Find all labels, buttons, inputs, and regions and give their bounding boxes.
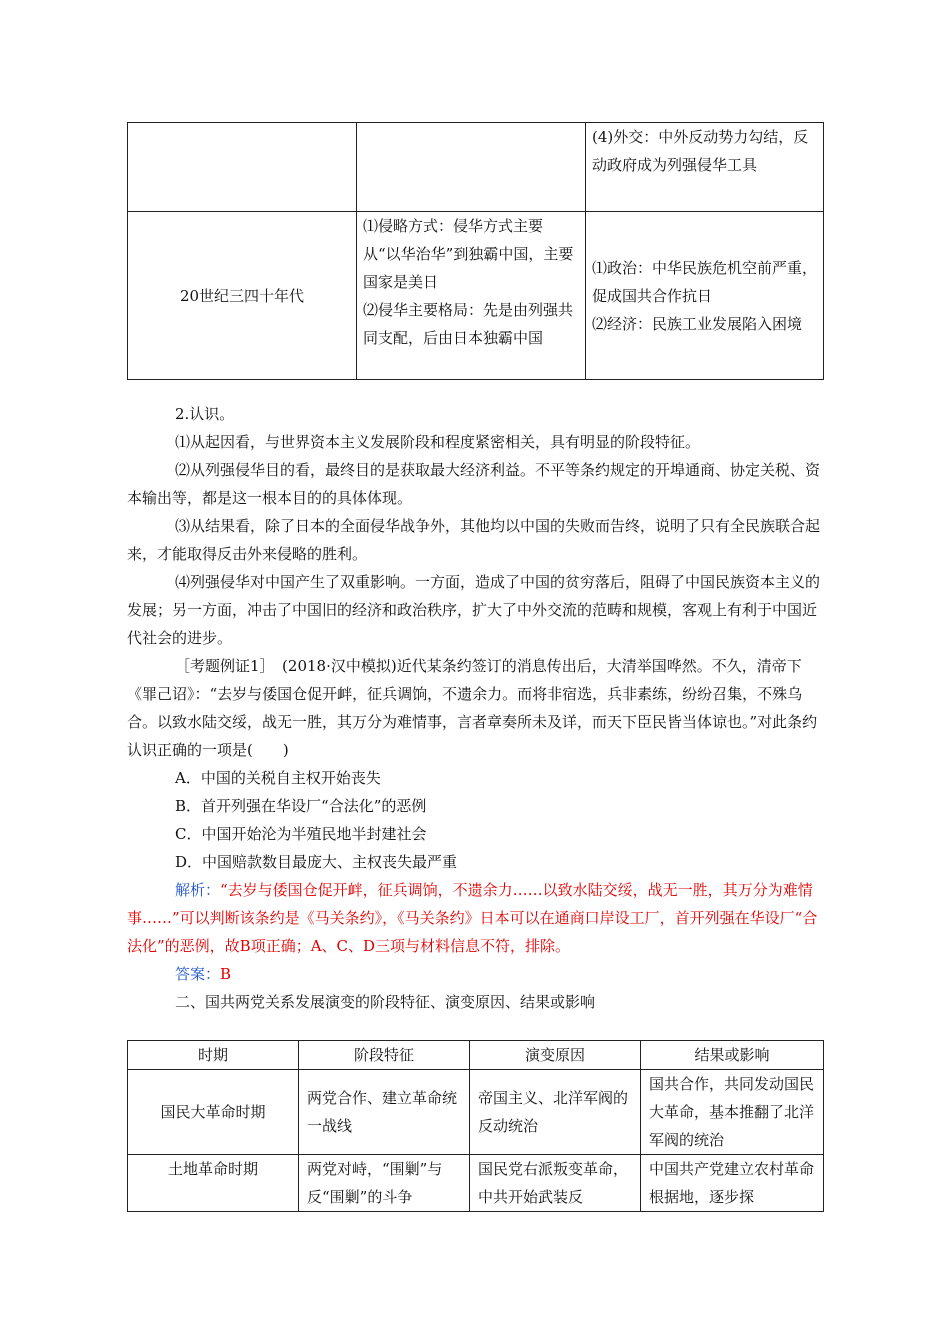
column-header: 时期	[128, 1041, 299, 1070]
impact-item: ⑴政治：中华民族危机空前严重，促成国共合作抗日	[592, 258, 818, 305]
point-paragraph: ⑶从结果看，除了日本的全面侵华战争外，其他均以中国的失败而告终，说明了只有全民族联合起来，才能取得反击外来侵略的胜利。	[127, 517, 821, 563]
period-cell: 国民大革命时期	[128, 1070, 299, 1155]
point-paragraph: ⑴从起因看，与世界资本主义发展阶段和程度紧密相关，具有明显的阶段特征。	[175, 433, 701, 451]
kmt-cpc-relations-table	[127, 1040, 824, 1212]
column-header: 演变原因	[470, 1041, 641, 1070]
section-heading: 2.认识。	[175, 405, 235, 423]
period-cell: 20世纪三四十年代	[128, 212, 357, 380]
answer-label: 答案：	[175, 965, 221, 983]
section-heading: 二、国共两党关系发展演变的阶段特征、演变原因、结果或影响	[175, 993, 596, 1011]
table-row	[128, 212, 824, 380]
feature-item: ⑴侵略方式：侵华方式主要从“以华治华”到独霸中国，主要国家是美日	[363, 217, 574, 291]
answer-value: B	[220, 965, 232, 983]
point-paragraph: ⑷列强侵华对中国产生了双重影响。一方面，造成了中国的贫穷落后，阻碍了中国民族资本主义的发展；另一方面，冲击了中国旧的经济和政治秩序，扩大了中外交流的范畴和规模，客观上有利于中国近代社会的进步。	[127, 573, 821, 647]
cause-cell: 国民党右派叛变革命，中共开始武装反	[470, 1155, 641, 1212]
impact-cell	[586, 212, 824, 380]
invasion-table-continued	[127, 122, 824, 380]
feature-item: ⑵侵华主要格局：先是由列强共同支配，后由日本独霸中国	[363, 301, 574, 347]
table-row	[128, 1070, 824, 1155]
period-cell	[128, 123, 357, 212]
impact-item: ⑵经济：民族工业发展陷入困境	[592, 314, 803, 333]
analysis-text: “去岁与倭国仓促开衅，征兵调饷，不遗余力……以致水陆交绥，战无一胜，其万分为难情事……”可以判断该条约是《马关条约》，《马关条约》日本可以在通商口岸设工厂，首开列强在华设厂“合法化”的恶例，故B项正确；A、C、D三项与材料信息不符，排除。	[127, 881, 818, 955]
option-a: A．中国的关税自主权开始丧失	[175, 769, 381, 787]
table-row	[128, 1155, 824, 1212]
features-cell	[357, 123, 586, 212]
feature-cell: 两党合作、建立革命统一战线	[299, 1070, 470, 1155]
column-header: 结果或影响	[641, 1041, 824, 1070]
features-cell	[357, 212, 586, 380]
column-header: 阶段特征	[299, 1041, 470, 1070]
result-cell: 中国共产党建立农村革命根据地，逐步探	[641, 1155, 824, 1212]
impact-cell: (4)外交：中外反动势力勾结，反动政府成为列强侵华工具	[586, 123, 824, 212]
analysis-paragraph	[127, 876, 824, 960]
option-c: C．中国开始沦为半殖民地半封建社会	[175, 825, 427, 843]
option-d: D．中国赔款数目最庞大、主权丧失最严重	[175, 853, 458, 871]
feature-cell: 两党对峙，“围剿”与反“围剿”的斗争	[299, 1155, 470, 1212]
point-paragraph: ⑵从列强侵华目的看，最终目的是获取最大经济利益。不平等条约规定的开埠通商、协定关税、资本输出等，都是这一根本目的的具体体现。	[127, 461, 821, 507]
table-header-row	[128, 1041, 824, 1070]
example-question: ［考题例证1］ (2018·汉中模拟)近代某条约签订的消息传出后，大清举国哗然。不久，清帝下《罪己诏》：“去岁与倭国仓促开衅，征兵调饷，不遗余力。而将非宿选，兵非素练，纷纷召集，不殊乌合。以致水陆交绥，战无一胜，其万分为难情事，言者章奏所未及详，而天下臣民皆当体谅也。”对此条约认识正确的一项是( )	[127, 657, 818, 759]
answer-line	[127, 960, 824, 988]
table-row	[128, 123, 824, 212]
option-b: B．首开列强在华设厂“合法化”的恶例	[175, 797, 427, 815]
period-cell: 土地革命时期	[128, 1155, 299, 1212]
result-cell: 国共合作，共同发动国民大革命，基本推翻了北洋军阀的统治	[641, 1070, 824, 1155]
content-body	[127, 400, 824, 1016]
cause-cell: 帝国主义、北洋军阀的反动统治	[470, 1070, 641, 1155]
analysis-label: 解析：	[175, 881, 221, 899]
